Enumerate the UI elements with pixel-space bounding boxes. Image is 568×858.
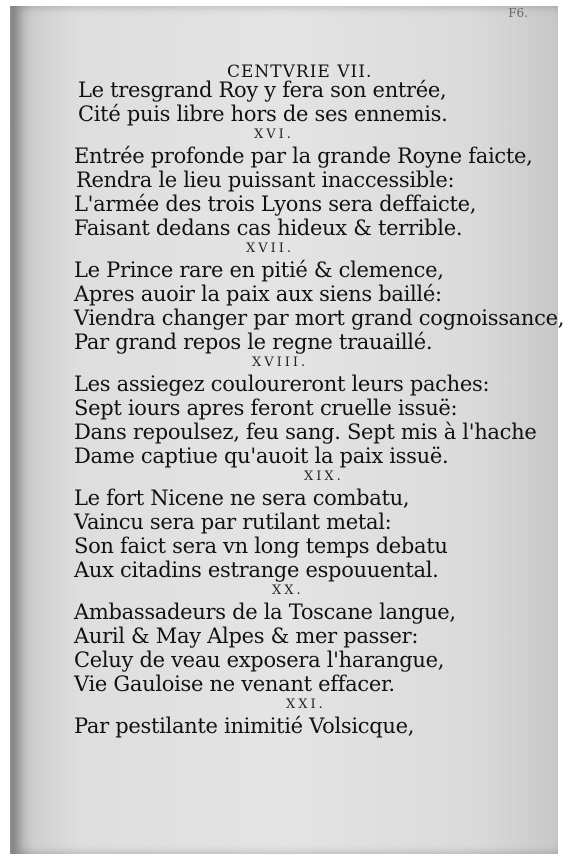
book-page (10, 6, 565, 854)
verse-line: Les assiegez couloureront leurs paches: (74, 372, 490, 396)
verse-line: Entrée profonde par la grande Royne faicte, (74, 144, 533, 168)
quatrain-number: XXI. (286, 697, 326, 712)
verse-line: Viendra changer par mort grand cognoissance, (74, 306, 565, 330)
verse-line: Ambassadeurs de la Toscane langue, (74, 600, 456, 624)
page-corner-mark: F6. (508, 6, 528, 20)
verse-text (74, 78, 565, 738)
verse-line: Par pestilante inimitié Volsicque, (74, 714, 415, 738)
verse-line: Aux citadins estrange espouuental. (74, 558, 439, 582)
verse-line: Dame captiue qu'auoit la paix issuë. (74, 444, 449, 468)
verse-line: Apres auoir la paix aux siens baillé: (74, 282, 442, 306)
verse-line: Vaincu sera par rutilant metal: (74, 510, 392, 534)
verse-line: L'armée des trois Lyons sera deffaicte, (74, 192, 477, 216)
verse-line: Cité puis libre hors de ses ennemis. (78, 102, 448, 126)
quatrain-number: XIX. (304, 469, 344, 484)
verse-line: Le fort Nicene ne sera combatu, (74, 486, 410, 510)
verse-line: Rendra le lieu puissant inaccessible: (76, 168, 455, 192)
quatrain-number: XVIII. (252, 355, 309, 370)
verse-line: Faisant dedans cas hideux & terrible. (74, 216, 463, 240)
verse-line: Auril & May Alpes & mer passer: (74, 624, 419, 648)
verse-line: Sept iours apres feront cruelle issuë: (74, 396, 458, 420)
quatrain-number: XX. (272, 583, 304, 598)
verse-line: Vie Gauloise ne venant effacer. (74, 672, 395, 696)
verse-line: Le tresgrand Roy y fera son entrée, (78, 78, 447, 102)
quatrain-number: XVII. (246, 241, 295, 256)
verse-line: Son faict sera vn long temps debatu (74, 534, 448, 558)
quatrain-number: XVI. (254, 127, 294, 142)
verse-line: Par grand repos le regne trauaillé. (74, 330, 433, 354)
verse-line: Dans repoulsez, feu sang. Sept mis à l'hache (74, 420, 537, 444)
verse-line: Le Prince rare en pitié & clemence, (74, 258, 444, 282)
running-header: CENTVRIE VII. (227, 62, 373, 82)
verse-line: Celuy de veau exposera l'harangue, (74, 648, 445, 672)
